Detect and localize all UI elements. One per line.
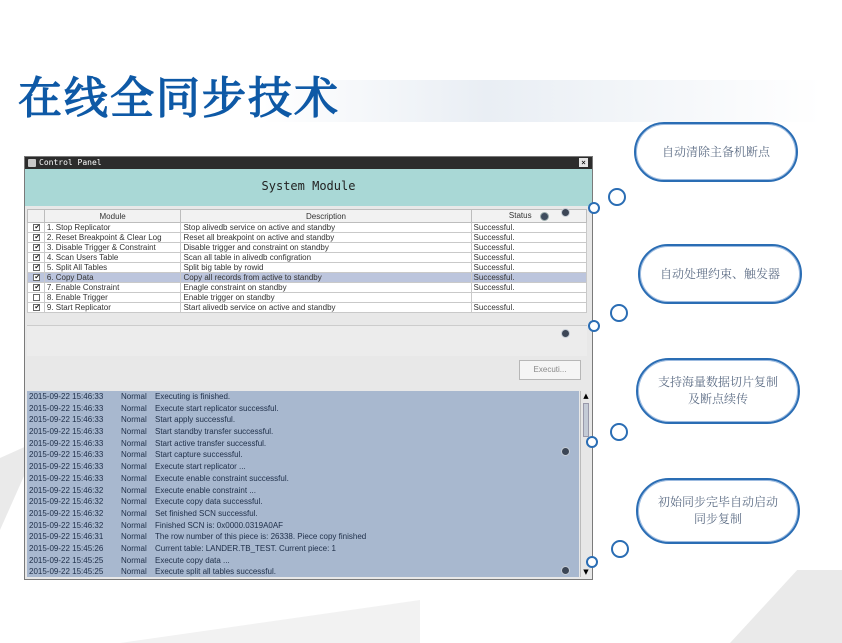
- table-row[interactable]: [28, 243, 587, 253]
- log-level: Normal: [121, 567, 147, 577]
- cell-module: 9. Start Replicator: [44, 303, 181, 313]
- connector-dot: [561, 329, 570, 338]
- log-message: Start capture successful.: [155, 450, 243, 460]
- table-row[interactable]: [28, 273, 587, 283]
- callout-tail-bubble: [586, 436, 598, 448]
- log-message: Execute enable constraint ...: [155, 485, 256, 495]
- log-message: Execute copy data successful.: [155, 497, 263, 507]
- log-time: 2015-09-22 15:46:33: [29, 473, 104, 483]
- cell-status: [471, 293, 586, 303]
- log-scrollbar[interactable]: [580, 391, 591, 577]
- row-checkbox[interactable]: [28, 303, 45, 313]
- log-line: [27, 426, 579, 438]
- log-level: Normal: [121, 450, 147, 460]
- callout-constraints-triggers: 自动处理约束、触发器: [638, 244, 802, 304]
- log-message: Finished SCN is: 0x0000.0319A0AF: [155, 520, 284, 530]
- checkbox[interactable]: ✔: [34, 224, 41, 232]
- table-row[interactable]: [28, 293, 587, 303]
- callout-clear-breakpoints: 自动清除主备机断点: [634, 122, 798, 182]
- callout-tail-bubble: [610, 304, 628, 322]
- log-level: Normal: [121, 392, 147, 401]
- window-titlebar: [25, 157, 592, 169]
- checkbox[interactable]: [33, 294, 40, 301]
- log-line: [27, 543, 579, 555]
- table-row[interactable]: [28, 253, 587, 263]
- log-line: [27, 520, 579, 532]
- checkbox[interactable]: ✔: [34, 244, 41, 252]
- log-line: [27, 461, 579, 473]
- row-checkbox[interactable]: [28, 283, 45, 293]
- row-checkbox[interactable]: [28, 273, 45, 283]
- log-line: [27, 566, 579, 577]
- log-level: Normal: [121, 532, 147, 542]
- cell-module: 3. Disable Trigger & Constraint: [44, 243, 181, 253]
- cell-description: Enagle constraint on standby: [181, 283, 471, 293]
- cell-status: Successful.: [471, 253, 586, 263]
- log-line: [27, 438, 579, 450]
- log-panel: [27, 391, 579, 577]
- log-level: Normal: [121, 473, 147, 483]
- cell-status: Successful.: [471, 223, 586, 233]
- log-level: Normal: [121, 508, 147, 518]
- log-time: 2015-09-22 15:45:25: [29, 567, 104, 577]
- checkbox[interactable]: ✔: [34, 304, 41, 312]
- checkbox-column-header: [28, 210, 45, 223]
- row-checkbox[interactable]: [28, 223, 45, 233]
- scroll-up-icon[interactable]: ▲: [583, 392, 589, 400]
- callout-tail-bubble: [611, 540, 629, 558]
- table-empty-area: [27, 325, 587, 356]
- cell-description: Scan all table in alivedb configration: [181, 253, 471, 263]
- table-row[interactable]: [28, 283, 587, 293]
- cell-module: 5. Split All Tables: [44, 263, 181, 273]
- cell-module: 4. Scan Users Table: [44, 253, 181, 263]
- app-icon: [28, 159, 36, 167]
- decorative-shape-right: [730, 570, 842, 643]
- status-header-label: Status: [508, 211, 532, 221]
- column-header-module[interactable]: Module: [44, 210, 181, 223]
- module-header: System Module: [25, 169, 592, 206]
- log-time: 2015-09-22 15:46:32: [29, 497, 104, 507]
- log-level: Normal: [121, 415, 147, 425]
- column-settings-icon[interactable]: [540, 212, 549, 221]
- log-time: 2015-09-22 15:46:31: [29, 532, 104, 542]
- log-time: 2015-09-22 15:46:33: [29, 403, 104, 413]
- log-level: Normal: [121, 427, 147, 437]
- callout-slice-copy-resume: 支持海量数据切片复制及断点续传: [636, 358, 800, 424]
- log-message: Execute start replicator ...: [155, 462, 246, 472]
- cell-module: 6. Copy Data: [44, 273, 181, 283]
- row-checkbox[interactable]: [28, 293, 45, 303]
- table-row[interactable]: [28, 233, 587, 243]
- log-line: [27, 496, 579, 508]
- table-row[interactable]: [28, 223, 587, 233]
- close-icon[interactable]: ×: [579, 158, 588, 167]
- log-message: Set finished SCN successful.: [155, 508, 258, 518]
- log-line: [27, 414, 579, 426]
- cell-description: Copy all records from active to standby: [181, 273, 471, 283]
- log-line: [27, 555, 579, 567]
- log-time: 2015-09-22 15:45:26: [29, 543, 104, 553]
- checkbox[interactable]: ✔: [34, 284, 41, 292]
- log-line: [27, 449, 579, 461]
- log-time: 2015-09-22 15:46:32: [29, 520, 104, 530]
- cell-status: Successful.: [471, 263, 586, 273]
- cell-description: Disable trigger and constraint on standby: [181, 243, 471, 253]
- log-level: Normal: [121, 462, 147, 472]
- checkbox[interactable]: ✔: [34, 234, 41, 242]
- checkbox[interactable]: ✔: [34, 254, 41, 262]
- table-row[interactable]: [28, 263, 587, 273]
- cell-description: Enable trigger on standby: [181, 293, 471, 303]
- callout-tail-bubble: [608, 188, 626, 206]
- log-time: 2015-09-22 15:45:25: [29, 555, 104, 565]
- log-message: Execute copy data ...: [155, 555, 230, 565]
- log-level: Normal: [121, 555, 147, 565]
- log-time: 2015-09-22 15:46:33: [29, 427, 104, 437]
- cell-module: 7. Enable Constraint: [44, 283, 181, 293]
- log-level: Normal: [121, 520, 147, 530]
- row-checkbox[interactable]: [28, 233, 45, 243]
- cell-status: Successful.: [471, 303, 586, 313]
- log-line: [27, 485, 579, 497]
- row-checkbox[interactable]: [28, 243, 45, 253]
- log-line: [27, 391, 579, 403]
- execute-button[interactable]: Executi...: [519, 360, 581, 380]
- log-time: 2015-09-22 15:46:32: [29, 508, 104, 518]
- connector-dot: [561, 208, 570, 217]
- connector-dot: [561, 566, 570, 575]
- cell-status: Successful.: [471, 273, 586, 283]
- connector-dot: [561, 447, 570, 456]
- slide-title: 在线全同步技术: [18, 73, 340, 124]
- log-line: [27, 403, 579, 415]
- module-table: [27, 209, 587, 313]
- row-checkbox[interactable]: [28, 253, 45, 263]
- cell-module: 1. Stop Replicator: [44, 223, 181, 233]
- cell-module: 8. Enable Trigger: [44, 293, 181, 303]
- log-time: 2015-09-22 15:46:33: [29, 450, 104, 460]
- log-time: 2015-09-22 15:46:33: [29, 438, 104, 448]
- log-time: 2015-09-22 15:46:33: [29, 462, 104, 472]
- callout-auto-start-replication: 初始同步完毕自动启动同步复制: [636, 478, 800, 544]
- cell-description: Split big table by rowid: [181, 263, 471, 273]
- title-shade: [262, 80, 822, 122]
- cell-description: Start alivedb service on active and standby: [181, 303, 471, 313]
- log-line: [27, 473, 579, 485]
- cell-description: Reset all breakpoint on active and standby: [181, 233, 471, 243]
- callout-tail-bubble: [588, 320, 600, 332]
- log-time: 2015-09-22 15:46:33: [29, 392, 104, 401]
- log-message: The row number of this piece is: 26338. Piece copy finished: [155, 532, 367, 542]
- log-level: Normal: [121, 485, 147, 495]
- log-time: 2015-09-22 15:46:33: [29, 415, 104, 425]
- log-message: Start standby transfer successful.: [155, 427, 274, 437]
- log-message: Execute split all tables successful.: [155, 567, 276, 577]
- checkbox[interactable]: ✔: [34, 274, 41, 282]
- log-level: Normal: [121, 543, 147, 553]
- log-message: Executing is finished.: [155, 392, 231, 401]
- log-level: Normal: [121, 403, 147, 413]
- log-line: [27, 531, 579, 543]
- log-message: Execute enable constraint successful.: [155, 473, 289, 483]
- table-row[interactable]: [28, 303, 587, 313]
- cell-status: Successful.: [471, 243, 586, 253]
- log-level: Normal: [121, 497, 147, 507]
- log-level: Normal: [121, 438, 147, 448]
- cell-module: 2. Reset Breakpoint & Clear Log: [44, 233, 181, 243]
- log-message: Current table: LANDER.TB_TEST. Current piece: 1: [155, 543, 336, 553]
- cell-status: Successful.: [471, 233, 586, 243]
- control-panel-window: [24, 156, 593, 580]
- callout-tail-bubble: [586, 556, 598, 568]
- cell-description: Stop alivedb service on active and standby: [181, 223, 471, 233]
- decorative-shape-bottom: [120, 600, 420, 643]
- scroll-thumb[interactable]: [583, 403, 589, 437]
- log-message: Start apply successful.: [155, 415, 236, 425]
- cell-status: Successful.: [471, 283, 586, 293]
- column-header-description[interactable]: Description: [181, 210, 471, 223]
- log-message: Start active transfer successful.: [155, 438, 267, 448]
- log-time: 2015-09-22 15:46:32: [29, 485, 104, 495]
- scroll-down-icon[interactable]: ▼: [583, 568, 589, 576]
- callout-tail-bubble: [610, 423, 628, 441]
- callout-tail-bubble: [588, 202, 600, 214]
- row-checkbox[interactable]: [28, 263, 45, 273]
- log-line: [27, 508, 579, 520]
- checkbox[interactable]: ✔: [34, 264, 41, 272]
- log-message: Execute start replicator successful.: [155, 403, 279, 413]
- table-header-row: [28, 210, 587, 223]
- window-title: Control Panel: [39, 158, 102, 167]
